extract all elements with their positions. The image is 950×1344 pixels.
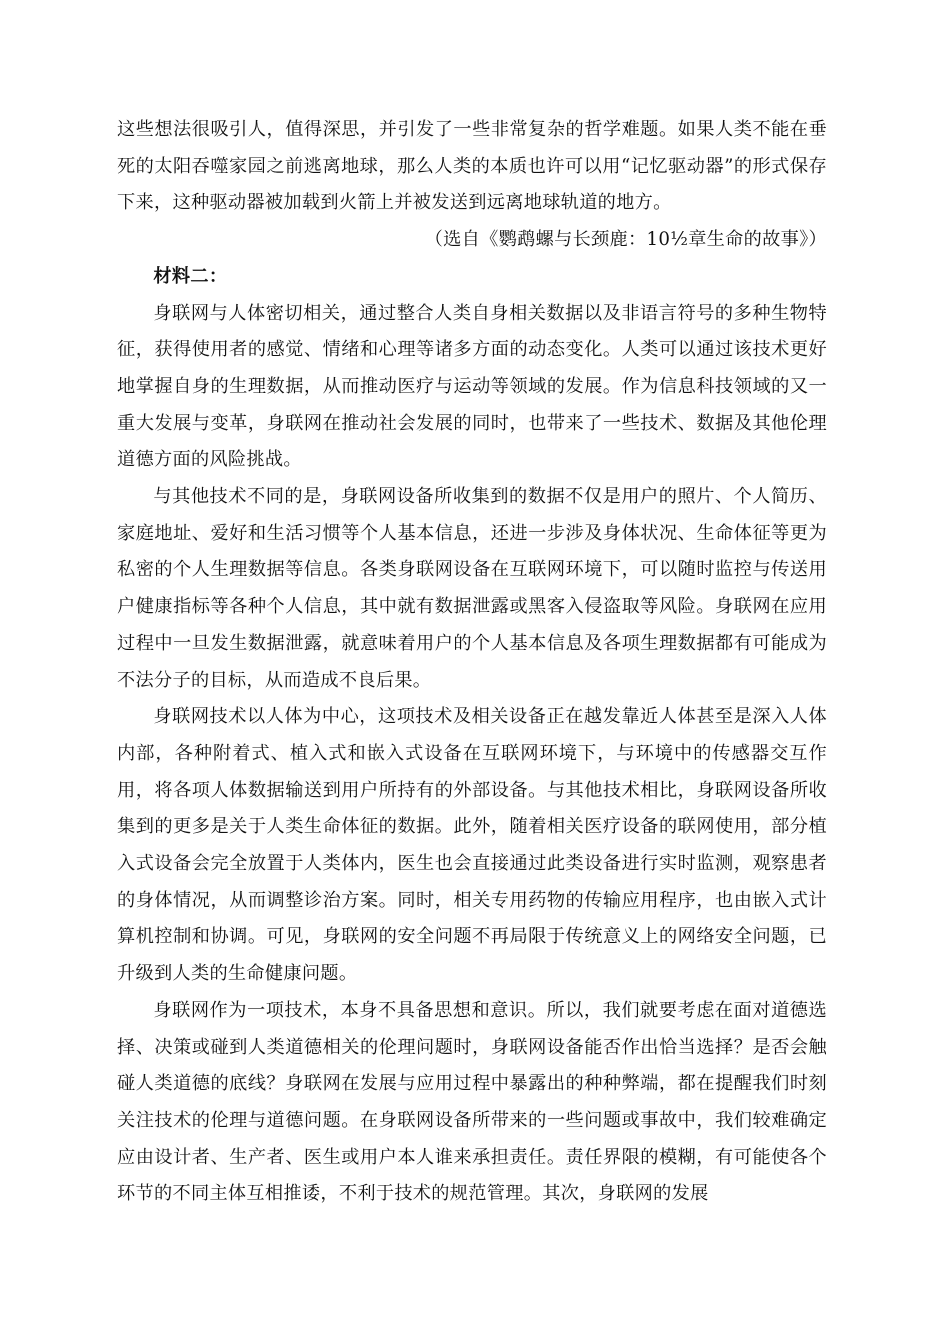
document-body	[117, 112, 827, 1213]
paragraph-4: 身联网作为一项技术，本身不具备思想和意识。所以，我们就要考虑在面对道德选择、决策或碰到人类道德相关的伦理问题时，身联网设备能否作出恰当选择？是否会触碰人类道德的底线？身联网在发展与应用过程中暴露出的种种弊端，都在提醒我们时刻关注技术的伦理与道德问题。在身联网设备所带来的一些问题或事故中，我们较难确定应由设计者、生产者、医生或用户本人谁来承担责任。责任界限的模糊，有可能使各个环节的不同主体互相推诿，不利于技术的规范管理。其次，身联网的发展	[117, 999, 827, 1205]
material-two-heading: 材料二：	[153, 265, 228, 287]
paragraph-2: 与其他技术不同的是，身联网设备所收集到的数据不仅是用户的照片、个人简历、家庭地址、爱好和生活习惯等个人基本信息，还进一步涉及身体状况、生命体征等更为私密的个人生理数据等信息。各类身联网设备在互联网环境下，可以随时监控与传送用户健康指标等各种个人信息，其中就有数据泄露或黑客入侵盗取等风险。身联网在应用过程中一旦发生数据泄露，就意味着用户的个人基本信息及各项生理数据都有可能成为不法分子的目标，从而造成不良后果。	[117, 486, 827, 691]
paragraph-3: 身联网技术以人体为中心，这项技术及相关设备正在越发靠近人体甚至是深入人体内部，各种附着式、植入式和嵌入式设备在互联网环境下，与环境中的传感器交互作用，将各项人体数据输送到用户所持有的外部设备。与其他技术相比，身联网设备所收集到的更多是关于人类生命体征的数据。此外，随着相关医疗设备的联网使用，部分植入式设备会完全放置于人类体内，医生也会直接通过此类设备进行实时监测，观察患者的身体情况，从而调整诊治方案。同时，相关专用药物的传输应用程序，也由嵌入式计算机控制和协调。可见，身联网的安全问题不再局限于传统意义上的网络安全问题，已升级到人类的生命健康问题。	[117, 706, 827, 985]
intro-paragraph: 这些想法很吸引人，值得深思，并引发了一些非常复杂的哲学难题。如果人类不能在垂死的太阳吞噬家园之前逃离地球，那么人类的本质也许可以用“记忆驱动器”的形式保存下来，这种驱动器被加载到火箭上并被发送到远离地球轨道的地方。	[117, 119, 827, 214]
source-citation: （选自《鹦鹉螺与长颈鹿：10½章生命的故事》）	[424, 229, 827, 251]
paragraph-1: 身联网与人体密切相关，通过整合人类自身相关数据以及非语言符号的多种生物特征，获得使用者的感觉、情绪和心理等诸多方面的动态变化。人类可以通过该技术更好地掌握自身的生理数据，从而推动医疗与运动等领域的发展。作为信息科技领域的又一重大发展与变革，身联网在推动社会发展的同时，也带来了一些技术、数据及其他伦理道德方面的风险挑战。	[117, 302, 827, 471]
